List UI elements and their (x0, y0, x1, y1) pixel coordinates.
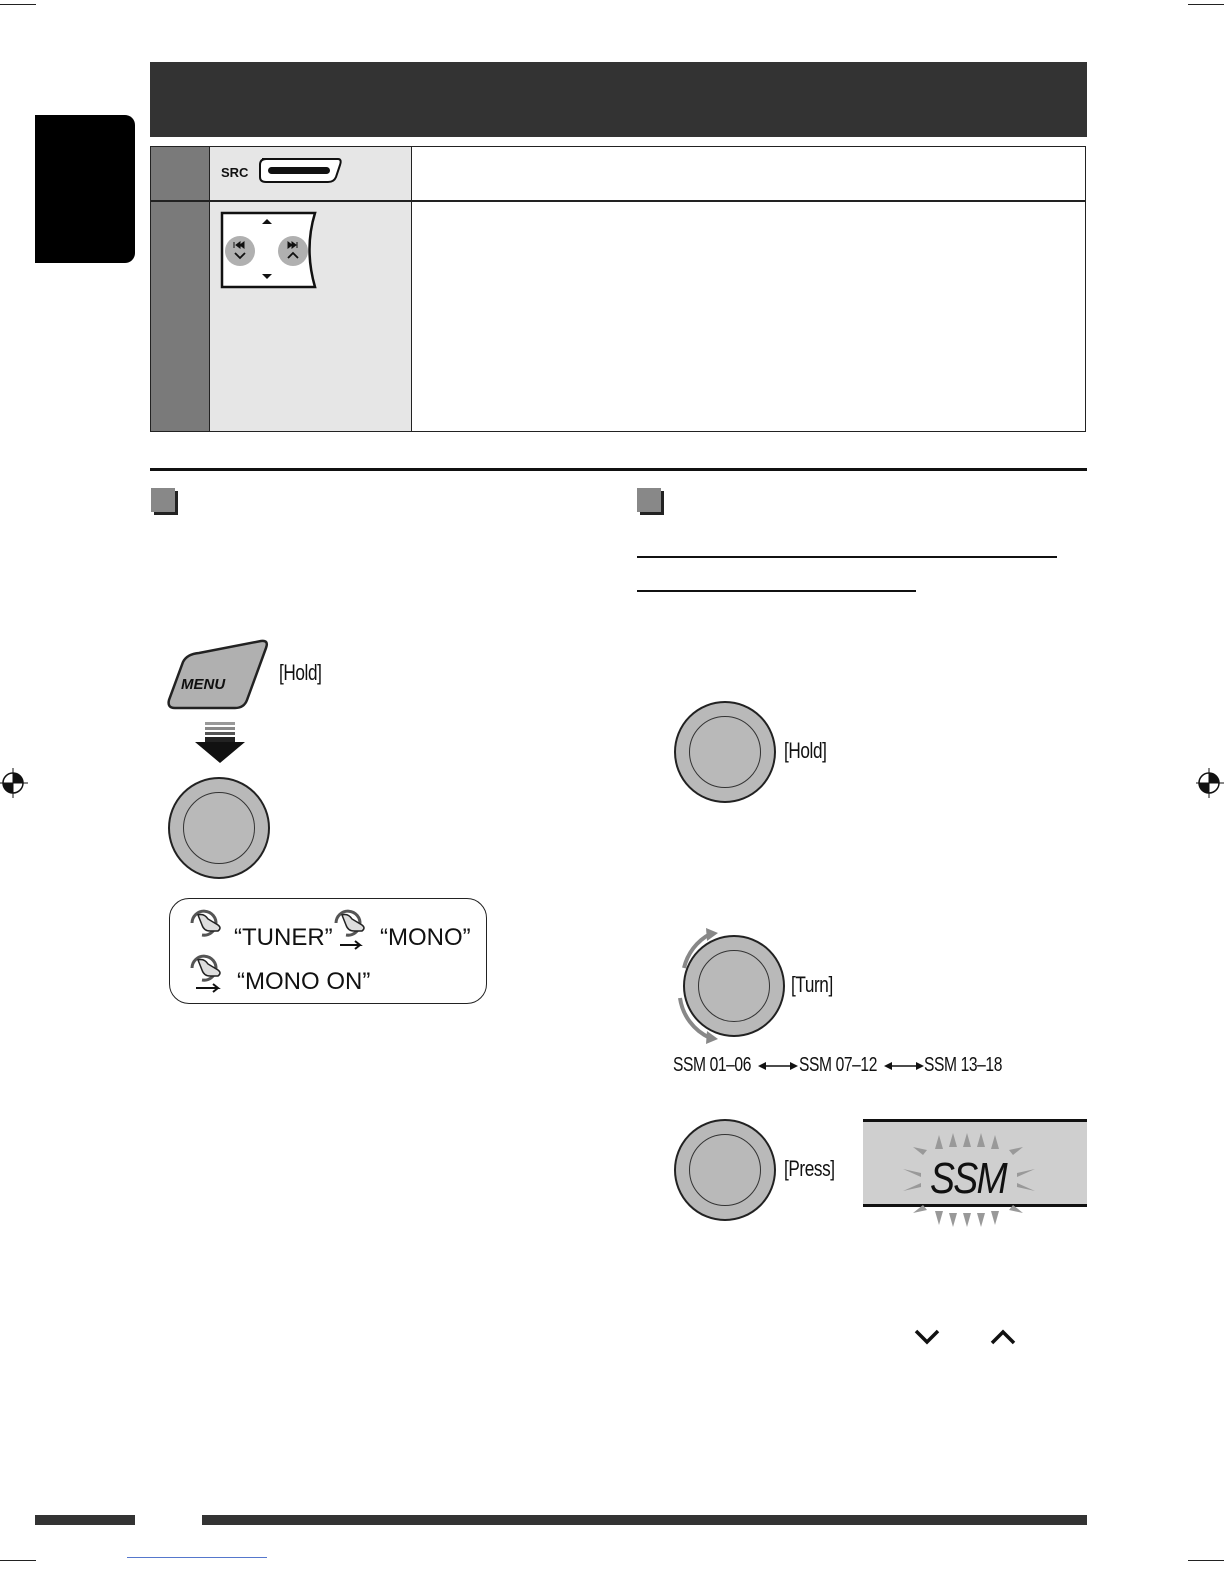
language-side-tab (35, 115, 135, 263)
src-button-icon (210, 147, 411, 200)
rotate-hand-icon (184, 950, 232, 998)
press-label: [Press] (784, 1156, 835, 1181)
page-header-banner (150, 62, 1087, 137)
chevron-down-icon (914, 1329, 940, 1345)
registration-mark-icon (1194, 768, 1224, 798)
src-label: SRC (221, 165, 249, 180)
step-mono-on: “MONO ON” (237, 968, 371, 995)
hold-label-right: [Hold] (784, 738, 827, 763)
control-dial-icon[interactable] (168, 777, 270, 879)
crop-mark-top-left (0, 4, 36, 5)
footer-bar-left (35, 1515, 135, 1525)
sequence-arrow-icon (758, 1060, 798, 1072)
svg-text:MENU: MENU (181, 676, 226, 693)
rotate-hand-icon (184, 905, 232, 941)
footer-link-underline (127, 1557, 267, 1558)
crop-mark-bottom-left (0, 1560, 36, 1561)
control-dial-icon[interactable] (674, 1119, 776, 1221)
sequence-arrow-icon (884, 1060, 924, 1072)
display-ssm-text: SSM (930, 1154, 1006, 1203)
crop-mark-bottom-right (1188, 1560, 1224, 1561)
table-row-number-cell (151, 147, 210, 200)
control-dial-icon[interactable] (683, 935, 785, 1037)
menu-button-icon (165, 638, 273, 712)
step-mono: “MONO” (380, 924, 471, 951)
underline-rule (637, 590, 916, 592)
underline-rule (637, 556, 1057, 558)
table-row-number-cell (151, 202, 210, 431)
controls-table (150, 146, 1086, 432)
skip-buttons-icon (210, 202, 411, 302)
section-divider (150, 468, 1087, 471)
table-row-image-cell (210, 202, 412, 431)
section-marker-left (151, 488, 175, 512)
table-row-image-cell (210, 147, 412, 200)
section-marker-right (637, 488, 661, 512)
rotate-hand-icon (328, 905, 376, 953)
step-tuner: “TUNER” (234, 924, 333, 951)
turn-label: [Turn] (791, 972, 833, 997)
control-dial-icon[interactable] (674, 701, 776, 803)
chevron-up-icon (990, 1329, 1016, 1345)
registration-mark-icon (0, 768, 30, 798)
crop-mark-top-right (1188, 4, 1224, 5)
ssm-seq-1: SSM 01–06 (673, 1054, 752, 1076)
ssm-seq-2: SSM 07–12 (799, 1054, 878, 1076)
footer-bar (202, 1515, 1087, 1525)
down-arrow-icon (193, 720, 247, 764)
hold-label: [Hold] (279, 660, 322, 685)
ssm-seq-3: SSM 13–18 (924, 1054, 1003, 1076)
